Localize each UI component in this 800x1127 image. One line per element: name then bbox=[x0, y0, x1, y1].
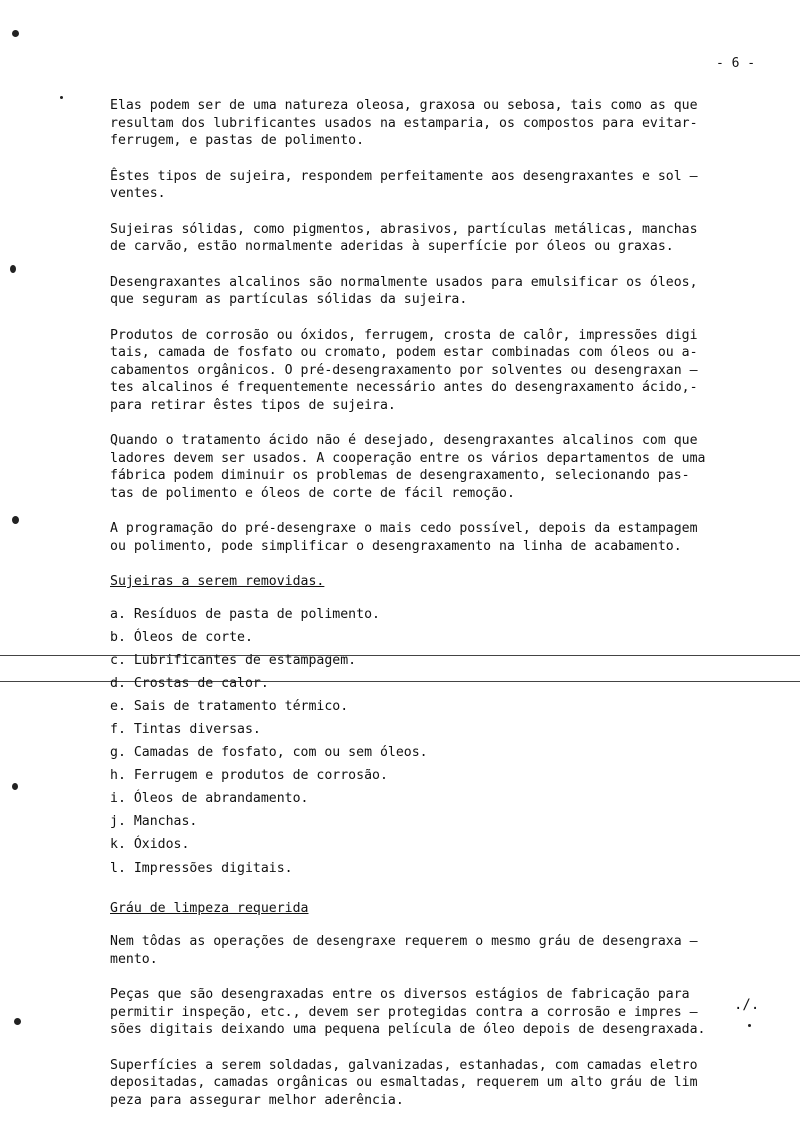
paragraph: Elas podem ser de uma natureza oleosa, graxosa ou sebosa, tais como as que resultam dos lubrificantes usados na estamparia, os compostos para evitar- ferrugem, e pastas de polimento. bbox=[110, 98, 698, 148]
paragraph: Sujeiras sólidas, como pigmentos, abrasivos, partículas metálicas, manchas de carvão, estão normalmente aderidas à superfície por óleos ou graxas. bbox=[110, 221, 698, 254]
paragraph: Quando o tratamento ácido não é desejado, desengraxantes alcalinos com que ladores devem ser usados. A cooperação entre os vários departamentos de uma fábrica podem diminuir os problemas de desengraxamento, selecionando pas- tas de polimento e óleos de corte de fácil remoção. bbox=[110, 433, 706, 501]
list-item: g. Camadas de fosfato, com ou sem óleos. bbox=[110, 745, 428, 761]
list-item: i. Óleos de abrandamento. bbox=[110, 791, 309, 807]
list-item: c. Lubrificantes de estampagem. bbox=[110, 652, 357, 668]
list-item: f. Tintas diversas. bbox=[110, 721, 261, 737]
list-item: j. Manchas. bbox=[110, 814, 198, 830]
list-item: k. Óxidos. bbox=[110, 837, 190, 853]
scan-speck bbox=[12, 30, 19, 37]
list-item: l. Impressões digitais. bbox=[110, 860, 293, 876]
page-number: - 6 - bbox=[716, 56, 756, 71]
scan-speck bbox=[12, 783, 18, 790]
list-item: e. Sais de tratamento térmico. bbox=[110, 698, 349, 714]
scan-speck bbox=[10, 265, 16, 273]
section-heading-soils: Sujeiras a serem removidas. bbox=[110, 574, 325, 589]
paragraph: A programação do pré-desengraxe o mais cedo possível, depois da estampagem ou polimento, pode simplificar o desengraxamento na linha de acabamento. bbox=[110, 521, 698, 554]
soils-list bbox=[110, 603, 762, 880]
paragraph: Peças que são desengraxadas entre os diversos estágios de fabricação para permitir inspeção, etc., devem ser protegidas contra a corrosão e impres — sões digitais deixando uma pequena película de óleo depois de desengraxada. bbox=[110, 987, 706, 1038]
paragraph: Nem tôdas as operações de desengraxe requerem o mesmo gráu de desengraxa — mento. bbox=[110, 934, 698, 967]
paragraph: Produtos de corrosão ou óxidos, ferrugem, crosta de calôr, impressões digi tais, camada de fosfato ou cromato, podem estar combinadas com óleos ou a- cabamentos orgânicos. O pré-desengraxamento por solventes ou desengraxan — tes alcalinos é frequentemente necessário antes do desengraxamento ácido,- para retirar êstes tipos de sujeira. bbox=[110, 327, 698, 413]
paragraph: Êstes tipos de sujeira, respondem perfeitamente aos desengraxantes e sol — ventes. bbox=[110, 168, 698, 201]
scan-speck bbox=[12, 516, 19, 524]
list-item: b. Óleos de corte. bbox=[110, 629, 253, 645]
list-item: d. Crostas de calor. bbox=[110, 675, 269, 691]
section-heading-cleanliness: Gráu de limpeza requerida bbox=[110, 900, 309, 916]
paragraph: Superfícies a serem soldadas, galvanizadas, estanhadas, com camadas eletro depositadas, camadas orgânicas ou esmaltadas, requerem um alto gráu de lim peza para assegurar melhor aderência. bbox=[110, 1057, 698, 1108]
list-item: a. Resíduos de pasta de polimento. bbox=[110, 606, 380, 622]
list-item: h. Ferrugem e produtos de corrosão. bbox=[110, 768, 388, 784]
scan-speck bbox=[60, 96, 63, 99]
continuation-mark: ./. bbox=[734, 997, 760, 1013]
scan-speck bbox=[14, 1018, 21, 1025]
paragraph: Desengraxantes alcalinos são normalmente usados para emulsificar os óleos, que seguram as partículas sólidas da sujeira. bbox=[110, 274, 698, 307]
document-body bbox=[110, 97, 762, 1127]
